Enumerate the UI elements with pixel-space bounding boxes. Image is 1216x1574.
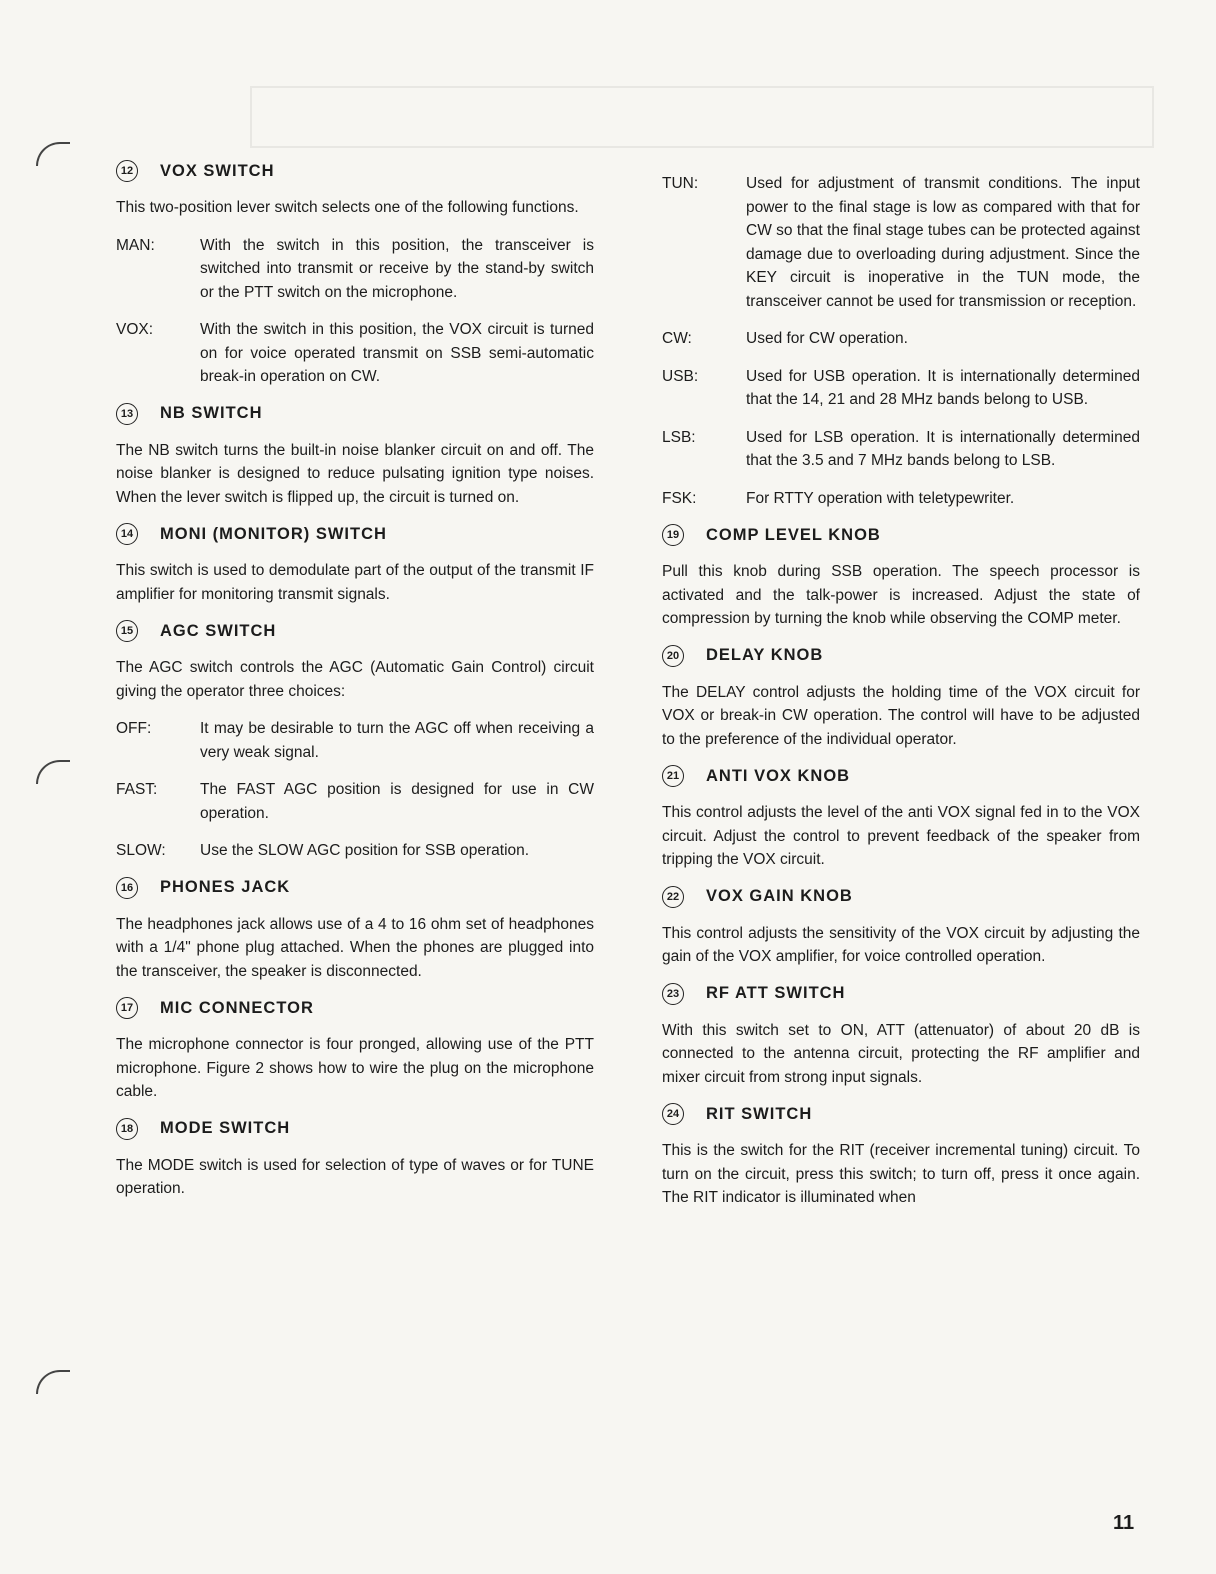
- definition-item: [116, 717, 594, 764]
- section-moni-switch: [116, 523, 594, 606]
- section-text: This switch is used to demodulate part of the output of the transmit IF amplifier for monitoring transmit signals.: [116, 562, 594, 603]
- definition-desc: The FAST AGC position is designed for use in CW operation.: [200, 781, 594, 822]
- definition-term: SLOW:: [116, 842, 166, 859]
- section-heading: [662, 983, 1140, 1005]
- section-heading: [662, 645, 1140, 667]
- section-text: The MODE switch is used for selection of type of waves or for TUNE operation.: [116, 1156, 594, 1197]
- section-title: AGC SWITCH: [160, 621, 277, 640]
- section-number: 19: [662, 524, 684, 546]
- section-nb-switch: [116, 403, 594, 510]
- section-title: DELAY KNOB: [706, 646, 824, 664]
- section-text: This is the switch for the RIT (receiver incremental tuning) circuit. To turn on the circuit, press this switch; to turn off, press it once again. The RIT indicator is illuminated when: [662, 1142, 1140, 1206]
- section-rit-switch: [662, 1103, 1140, 1210]
- section-mic-connector: [116, 997, 594, 1104]
- mode-definition: [662, 327, 1140, 351]
- section-heading: [662, 765, 1140, 787]
- section-number: 23: [662, 983, 684, 1005]
- left-column: [116, 160, 594, 1215]
- section-text: The microphone connector is four pronged, allowing use of the PTT microphone. Figure 2 shows how to wire the plug on the microphone cable.: [116, 1036, 594, 1100]
- section-vox-switch: [116, 160, 594, 389]
- definition-desc: With the switch in this position, the VOX circuit is turned on for voice operated transmit on SSB semi-automatic break-in operation on CW.: [200, 321, 594, 385]
- section-delay-knob: [662, 645, 1140, 752]
- section-number: 21: [662, 765, 684, 787]
- right-column: [662, 172, 1140, 1224]
- mode-desc: Used for CW operation.: [746, 330, 908, 347]
- section-text: This control adjusts the sensitivity of the VOX circuit by adjusting the gain of the VOX amplifier, for voice controlled operation.: [662, 924, 1140, 965]
- mode-term: LSB:: [662, 428, 696, 446]
- section-heading: [662, 1103, 1140, 1125]
- section-heading: [662, 524, 1140, 546]
- margin-mark: [36, 142, 70, 166]
- mode-definition: [662, 487, 1140, 511]
- section-number: 15: [116, 620, 138, 642]
- section-title: MONI (MONITOR) SWITCH: [160, 524, 387, 543]
- section-mode-switch: [116, 1118, 594, 1201]
- mode-term: USB:: [662, 367, 699, 385]
- section-heading: [116, 160, 594, 182]
- section-heading: [116, 620, 594, 642]
- mode-term: CW:: [662, 330, 692, 347]
- section-phones-jack: [116, 877, 594, 984]
- section-text: This control adjusts the level of the anti VOX signal fed in to the VOX circuit. Adjust the control to prevent feedback of the speaker from tripping the VOX circuit.: [662, 804, 1140, 868]
- section-heading: [662, 886, 1140, 908]
- definition-item: [116, 234, 594, 305]
- section-number: 12: [116, 160, 138, 182]
- section-text: The DELAY control adjusts the holding time of the VOX circuit for VOX or break-in CW operation. The control will have to be adjusted to the preference of the individual operator.: [662, 683, 1140, 748]
- definition-term: MAN:: [116, 236, 155, 254]
- section-title: MIC CONNECTOR: [160, 998, 314, 1017]
- section-heading: [116, 877, 594, 899]
- margin-mark: [36, 760, 70, 784]
- margin-mark: [36, 1370, 70, 1394]
- mode-term: TUN:: [662, 175, 699, 192]
- section-number: 22: [662, 886, 684, 908]
- section-vox-gain-knob: [662, 886, 1140, 969]
- section-heading: [116, 1118, 594, 1140]
- section-anti-vox-knob: [662, 765, 1140, 872]
- definition-desc: It may be desirable to turn the AGC off when receiving a very weak signal.: [200, 720, 594, 761]
- section-title: PHONES JACK: [160, 878, 291, 896]
- section-title: VOX SWITCH: [160, 161, 275, 180]
- section-heading: [116, 403, 594, 425]
- section-agc-switch: [116, 620, 594, 863]
- section-title: NB SWITCH: [160, 404, 263, 422]
- mode-desc: For RTTY operation with teletypewriter.: [746, 489, 1015, 507]
- definition-term: VOX:: [116, 321, 154, 338]
- definition-item: [116, 318, 594, 389]
- section-number: 17: [116, 997, 138, 1019]
- section-text: This two-position lever switch selects one of the following functions.: [116, 199, 579, 216]
- section-number: 20: [662, 645, 684, 667]
- mode-desc: Used for LSB operation. It is internationally determined that the 3.5 and 7 MHz bands belong to LSB.: [746, 428, 1140, 469]
- section-text: The AGC switch controls the AGC (Automatic Gain Control) circuit giving the operator three choices:: [116, 659, 594, 700]
- definition-item: [116, 839, 594, 863]
- section-title: MODE SWITCH: [160, 1119, 291, 1137]
- section-text: Pull this knob during SSB operation. The speech processor is activated and the talk-power is increased. Adjust the state of compression by turning the knob while observing the COMP meter.: [662, 563, 1140, 627]
- mode-desc: Used for USB operation. It is internationally determined that the 14, 21 and 28 MHz bands belong to USB.: [746, 367, 1140, 408]
- section-heading: [116, 523, 594, 545]
- definition-term: FAST:: [116, 781, 158, 798]
- bleed-through-header: [250, 86, 1154, 148]
- mode-definition: [662, 365, 1140, 412]
- page-number: 11: [1113, 1512, 1135, 1534]
- section-number: 16: [116, 877, 138, 899]
- definition-item: [116, 778, 594, 825]
- mode-term: FSK:: [662, 489, 697, 507]
- section-text: With this switch set to ON, ATT (attenuator) of about 20 dB is connected to the antenna circuit, protecting the RF amplifier and mixer circuit from strong input signals.: [662, 1021, 1140, 1086]
- section-text: The NB switch turns the built-in noise blanker circuit on and off. The noise blanker is designed to reduce pulsating ignition type noises. When the lever switch is flipped up, the circuit is turned on.: [116, 441, 594, 506]
- section-title: ANTI VOX KNOB: [706, 766, 851, 785]
- definition-term: OFF:: [116, 720, 152, 737]
- mode-desc: Used for adjustment of transmit conditions. The input power to the final stage is low as compared with that for CW so that the final stage tubes can be protected against damage due to overloading during adjustment. Since the KEY circuit is inoperative in the TUN mode, the transceiver cannot be used for transmission or reception.: [746, 175, 1140, 310]
- mode-definition: [662, 172, 1140, 313]
- section-text: The headphones jack allows use of a 4 to 16 ohm set of headphones with a 1/4" phone plug attached. When the phones are plugged into the transceiver, the speaker is disconnected.: [116, 915, 594, 980]
- section-title: VOX GAIN KNOB: [706, 887, 853, 905]
- mode-definition: [662, 426, 1140, 473]
- section-title: RF ATT SWITCH: [706, 984, 846, 1002]
- definition-desc: With the switch in this position, the transceiver is switched into transmit or receive by the stand-by switch or the PTT switch on the microphone.: [200, 236, 594, 301]
- section-number: 18: [116, 1118, 138, 1140]
- section-number: 24: [662, 1103, 684, 1125]
- section-number: 14: [116, 523, 138, 545]
- section-title: COMP LEVEL KNOB: [706, 525, 881, 544]
- definition-desc: Use the SLOW AGC position for SSB operation.: [200, 842, 530, 859]
- section-title: RIT SWITCH: [706, 1104, 813, 1123]
- section-number: 13: [116, 403, 138, 425]
- section-heading: [116, 997, 594, 1019]
- section-rf-att-switch: [662, 983, 1140, 1090]
- section-comp-level-knob: [662, 524, 1140, 631]
